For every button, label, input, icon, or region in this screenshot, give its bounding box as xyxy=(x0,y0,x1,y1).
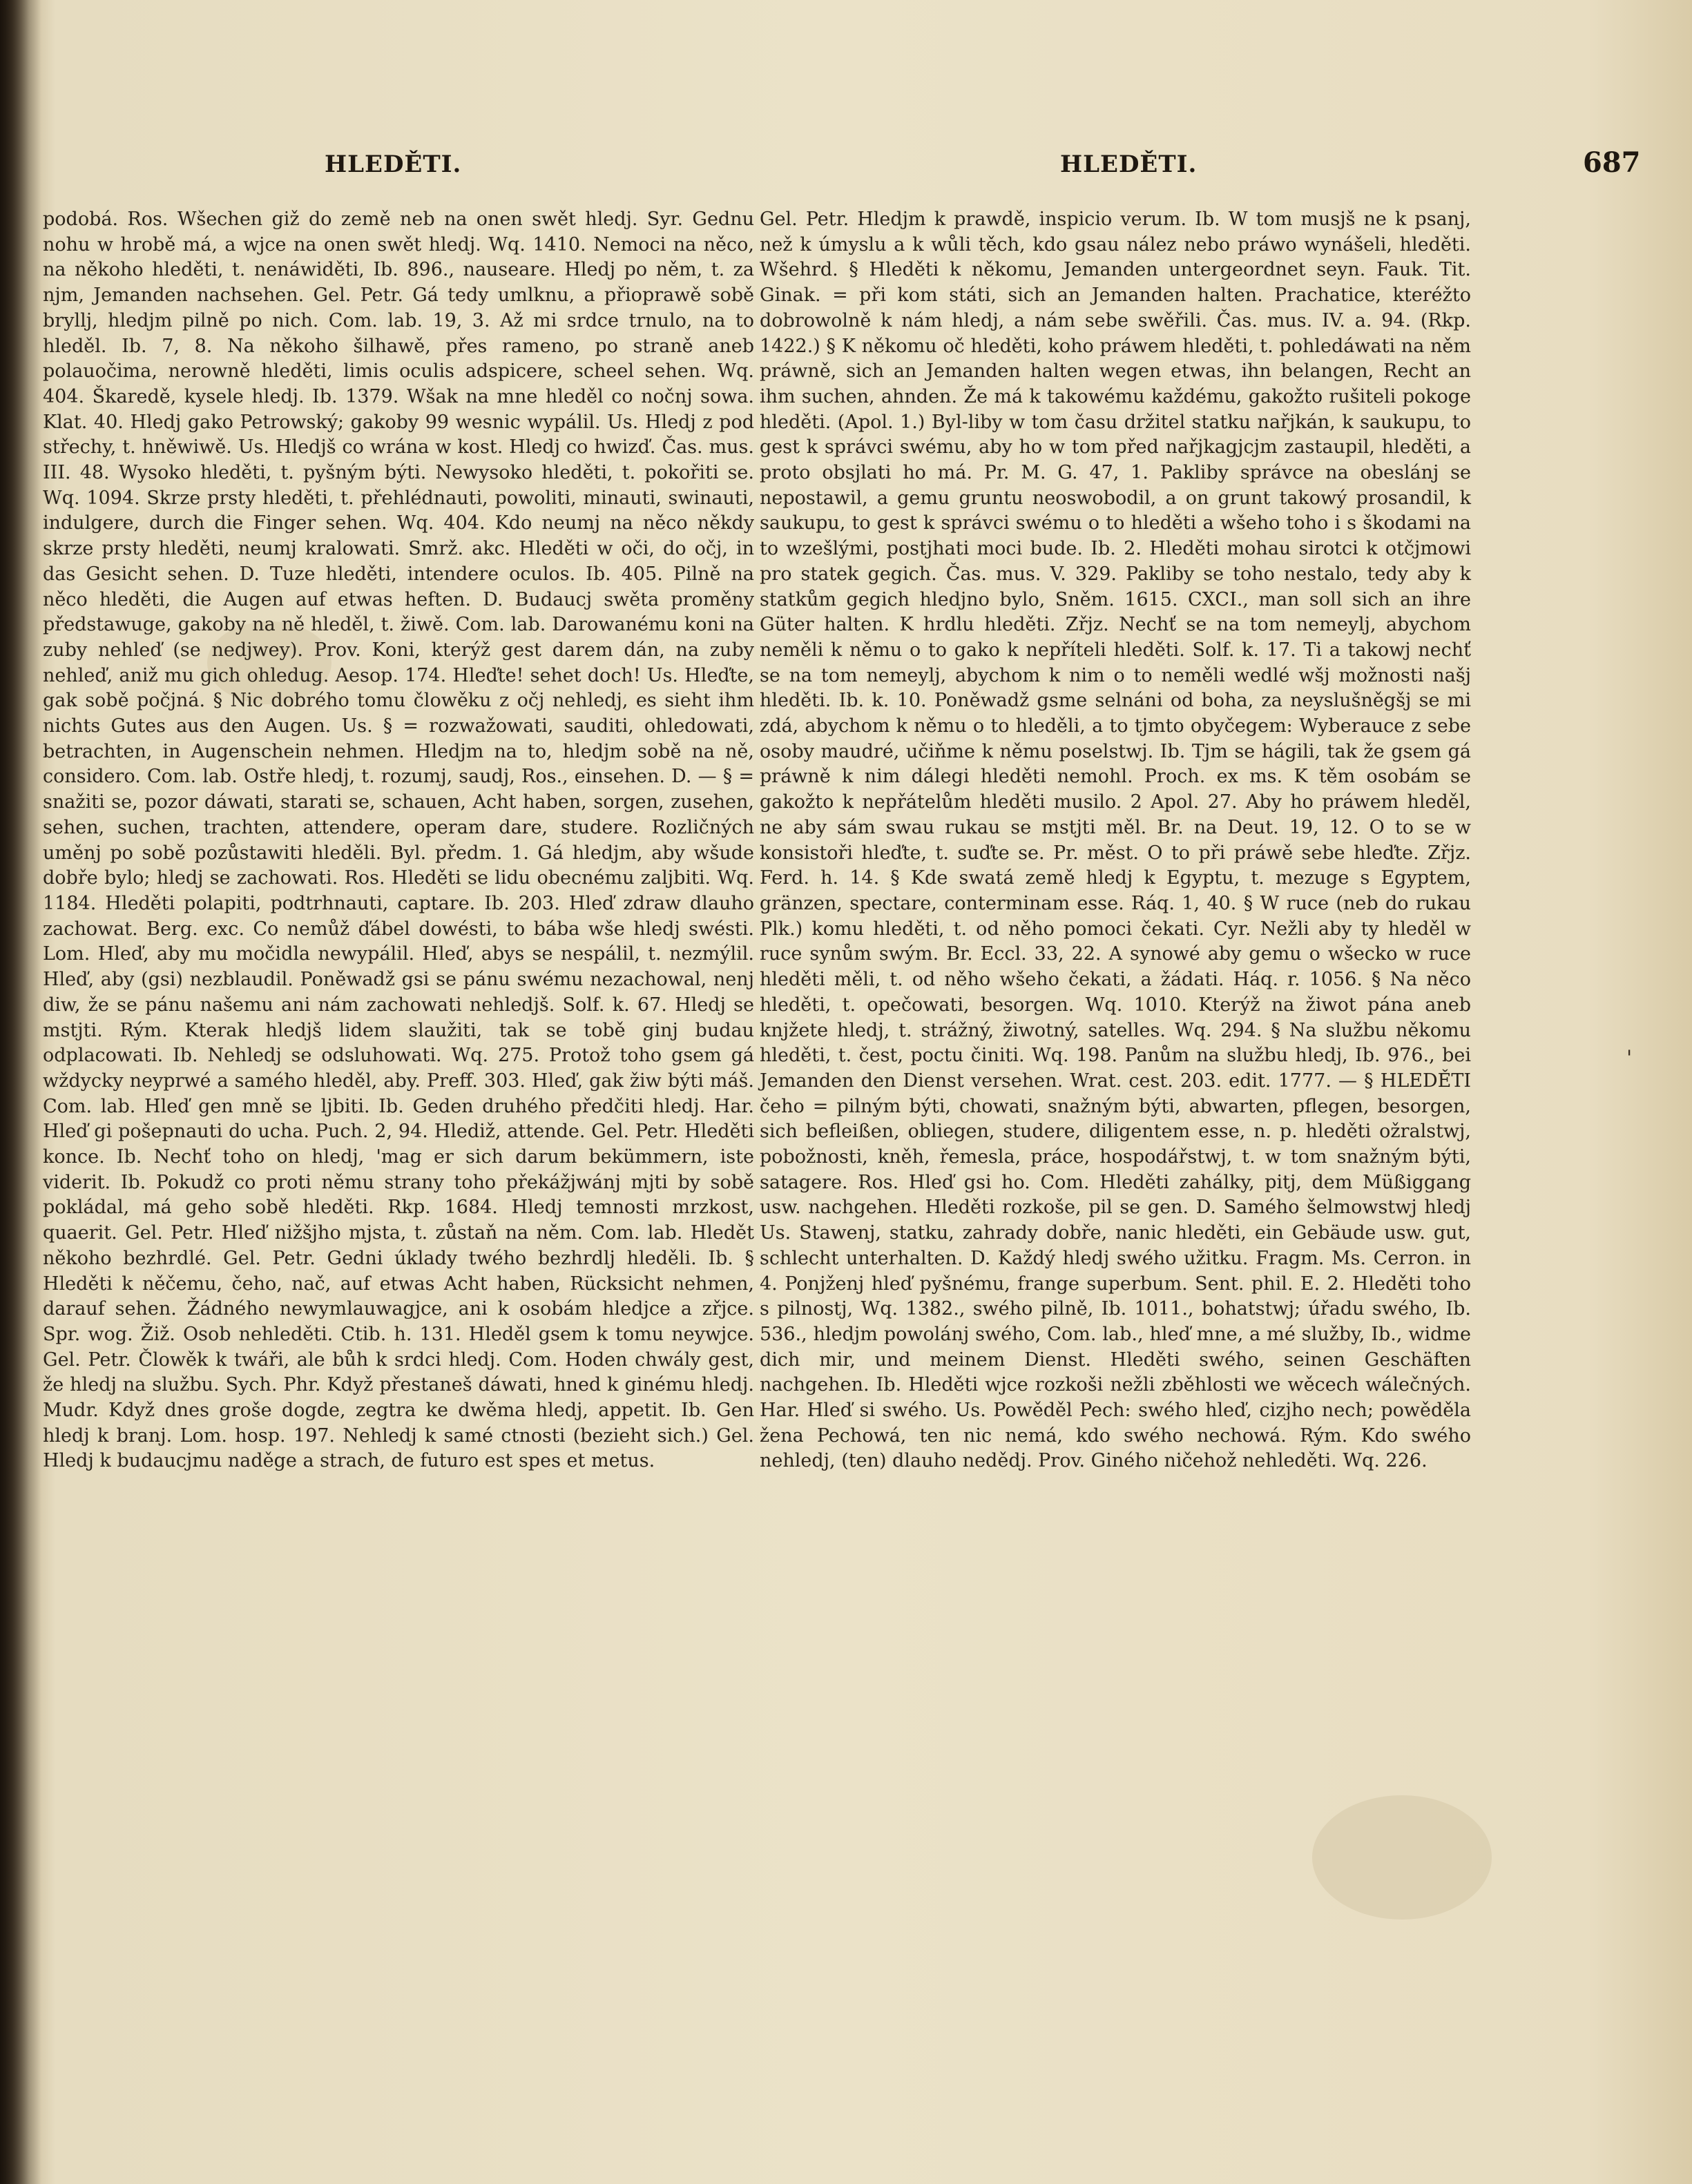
right-column xyxy=(760,207,1471,1474)
margin-mark: ' xyxy=(1626,1046,1633,1070)
page-number: 687 xyxy=(1583,146,1641,179)
running-head-right: HLEDĚTI. xyxy=(1060,151,1198,178)
running-head-left: HLEDĚTI. xyxy=(325,151,462,178)
paper-stain xyxy=(1312,1795,1492,1920)
dictionary-entry-text: podobá. Ros. Wšechen giž do země neb na onen swět hledj. Syr. Gednu nohu w hrobě má, a wjce na onen swět hledj. Wq. 1410. Nemoci na něco, na někoho hleděti, t. nenáwiděti, Ib. 896., nauseare. Hledj po něm, t. za njm, Jemanden nachsehen. Gel. Petr. Gá tedy umlknu, a přioprawě sobě bryllj, hledjm pilně po nich. Com. lab. 19, 3. Až mi srdce trnulo, na to hleděl. Ib. 7, 8. Na někoho šilhawě, přes rameno, po straně aneb polauočima, nerowně hleděti, limis oculis adspicere, scheel sehen. Wq. 404. Škaredě, kysele hledj. Ib. 1379. Wšak na mne hleděl co nočnj sowa. Klat. 40. Hledj gako Petrowský; gakoby 99 wesnic wypálil. Us. Hledj z pod střechy, t. hněwiwě. Us. Hledjš co wrána w kost. Hledj co hwizď. Čas. mus. III. 48. Wysoko hleděti, t. pyšným býti. Newysoko hleděti, t. pokořiti se. Wq. 1094. Skrze prsty hleděti, t. přehlédnauti, powoliti, minauti, swinauti, indulgere, durch die Finger sehen. Wq. 404. Kdo neumj na něco někdy skrze prsty hleděti, neumj kralowati. Smrž. akc. Hleděti w oči, do očj, in das Gesicht sehen. D. Tuze hleděti, intendere oculos. Ib. 405. Pilně na něco hleděti, die Augen auf etwas heften. D. Budaucj swěta proměny předstawuge, gakoby na ně hleděl, t. žiwě. Com. lab. Darowanému koni na zuby nehleď (se nedjwey). Prov. Koni, kterýž gest darem dán, na zuby nehleď, aniž mu gich ohledug. Aesop. 174. Hleďte! sehet doch! Us. Hleďte, gak sobě počjná. § Nic dobrého tomu člowěku z očj nehledj, es sieht ihm nichts Gutes aus den Augen. Us. § = rozwažowati, sauditi, ohledowati, betrachten, in Augenschein nehmen. Hledjm na to, hledjm sobě na ně, considero. Com. lab. Ostře hledj, t. rozumj, saudj, Ros., einsehen. D. — § = snažiti se, pozor dáwati, starati se, schauen, Acht haben, sorgen, zusehen, sehen, suchen, trachten, attendere, operam dare, studere. Rozličných uměnj po sobě pozůstawiti hleděli. Byl. předm. 1. Gá hledjm, aby wšude dobře bylo; hledj se zachowati. Ros. Hleděti se lidu obecnému zaljbiti. Wq. 1184. Hleděti polapiti, podtrhnauti, captare. Ib. 203. Hleď zdraw dlauho zachowat. Berg. exc. Co nemůž ďábel dowésti, to bába wše hledj swésti. Lom. Hleď, aby mu močidla newypálil. Hleď, abys se nespálil, t. nezmýlil. Hleď, aby (gsi) nezblaudil. Poněwadž gsi se pánu swému nezachowal, nenj diw, že se pánu našemu ani nám zachowati nehledjš. Solf. k. 67. Hledj se mstjti. Rým. Kterak hledjš lidem slaužiti, tak se tobě ginj budau odplacowati. Ib. Nehledj se odsluhowati. Wq. 275. Protož toho gsem gá wždycky neyprwé a samého hleděl, aby. Preff. 303. Hleď, gak žiw býti máš. Com. lab. Hleď gen mně se ljbiti. Ib. Geden druhého předčiti hledj. Har. Hleď gi pošepnauti do ucha. Puch. 2, 94. Hlediž, attende. Gel. Petr. Hleděti konce. Ib. Nechť toho on hledj, 'mag er sich darum bekümmern, iste viderit. Ib. Pokudž co proti němu strany toho překážjwánj mjti by sobě pokládal, má geho sobě hleděti. Rkp. 1684. Hledj temnosti mrzkost, quaerit. Gel. Petr. Hleď nižšjho mjsta, t. zůstaň na něm. Com. lab. Hledět někoho bezhrdlé. Gel. Petr. Gedni úklady twého bezhrdlj hleděli. Ib. § Hleděti k něčemu, čeho, nač, auf etwas Acht haben, Rücksicht nehmen, darauf sehen. Žádného newymlauwagjce, ani k osobám hledjce a zřjce. Spr. wog. Žiž. Osob nehleděti. Ctib. h. 131. Hleděl gsem k tomu neywjce. Gel. Petr. Člowěk k twáři, ale bůh k srdci hledj. Com. Hoden chwály gest, že hledj na službu. Sych. Phr. Když přestaneš dáwati, hned k ginému hledj. Mudr. Když dnes groše dogde, zegtra ke dwěma hledj, appetit. Ib. Gen hledj k branj. Lom. hosp. 197. Nehledj k samé ctnosti (bezieht sich.) Gel. Hledj k budaucjmu naděge a strach, de futuro est spes et metus. xyxy=(43,209,754,1472)
left-column xyxy=(43,207,754,1474)
dictionary-entry-text: Gel. Petr. Hledjm k prawdě, inspicio verum. Ib. W tom musjš ne k psanj, než k úmyslu a k wůli těch, kdo gsau nález nebo práwo wynášeli, hleděti. Wšehrd. § Hleděti k někomu, Jemanden untergeordnet seyn. Fauk. Tit. Ginak. = při kom státi, sich an Jemanden halten. Prachatice, kteréžto dobrowolně k nám hledj, a nám sebe swěřili. Čas. mus. IV. a. 94. (Rkp. 1422.) § K někomu oč hleděti, koho práwem hleděti, t. pohledáwati na něm práwně, sich an Jemanden halten wegen etwas, ihn belangen, Recht an ihm suchen, ahnden. Že má k takowému každému, gakožto rušiteli pokoge hleděti. (Apol. 1.) Byl-liby w tom času držitel statku nařjkán, k saukupu, to gest k správci swému, aby ho w tom před nařjkagjcjm zastaupil, hleděti, a proto obsjlati ho má. Pr. M. G. 47, 1. Pakliby správce na obeslánj se nepostawil, a gemu gruntu neoswobodil, a on grunt takowý prosandil, k saukupu, to gest k správci swému o to hleděti a wšeho toho i s škodami na to wzešlými, postjhati moci bude. Ib. 2. Hleděti mohau sirotci k otčjmowi pro statek gegich. Čas. mus. V. 329. Pakliby se toho nestalo, tedy aby k statkům gegich hledjno bylo, Sněm. 1615. CXCI., man soll sich an ihre Güter halten. K hrdlu hleděti. Zřjz. Nechť se na tom nemeylj, abychom neměli k němu o to gako k nepříteli hleděti. Solf. k. 17. Ti a takowj nechť se na tom nemeylj, abychom k nim o to neměli wedlé wšj možnosti našj hleděti. Ib. k. 10. Poněwadž gsme selnáni od boha, za neyslušněgšj se mi zdá, abychom k němu o to hleděli, a to tjmto obyčegem: Wyberauce z sebe osoby maudré, učiňme k němu poselstwj. Ib. Tjm se hágili, tak že gsem gá práwně k nim dálegi hleděti nemohl. Proch. ex ms. K těm osobám se gakožto k nepřátelům hleděti musilo. 2 Apol. 27. Aby ho práwem hleděl, ne aby sám swau rukau se mstjti měl. Br. na Deut. 19, 12. O to se w konsistoři hleďte, t. suďte se. Pr. měst. O to při práwě sebe hleďte. Zřjz. Ferd. h. 14. § Kde swatá země hledj k Egyptu, t. mezuge s Egyptem, gränzen, spectare, conterminam esse. Ráq. 1, 40. § W ruce (neb do rukau Plk.) komu hleděti, t. od něho pomoci čekati. Cyr. Nežli aby ty hleděl w ruce synům swým. Br. Eccl. 33, 22. A synowé aby gemu o wšecko w ruce hleděti měli, t. od něho wšeho čekati, a žádati. Háq. r. 1056. § Na něco hleděti, t. opečowati, besorgen. Wq. 1010. Kterýž na žiwot pána aneb knjžete hledj, t. strážný, žiwotný, satelles. Wq. 294. § Na službu někomu hleděti, t. čest, poctu činiti. Wq. 198. Panům na službu hledj, Ib. 976., bei Jemanden den Dienst versehen. Wrat. cest. 203. edit. 1777. — § HLEDĚTI čeho = pilným býti, chowati, snažným býti, abwarten, pflegen, besorgen, sich befleißen, obliegen, studere, diligentem esse, n. p. hleděti ožralstwj, pobožnosti, kněh, řemesla, práce, hospodářstwj, t. w tom snažným býti, satagere. Ros. Hleď gsi ho. Com. Hleděti zahálky, pitj, dem Müßiggang usw. nachgehen. Hleděti rozkoše, pil se gen. D. Samého šelmowstwj hledj Us. Stawenj, statku, zahrady dobře, nanic hleděti, ein Gebäude usw. gut, schlecht unterhalten. D. Každý hledj swého užitku. Fragm. Ms. Cerron. in 4. Ponjženj hleď pyšnému, frange superbum. Sent. phil. E. 2. Hleděti toho s pilnostj, Wq. 1382., swého pilně, Ib. 1011., bohatstwj; úřadu swého, Ib. 536., hledjm powolánj swého, Com. lab., hleď mne, a mé služby, Ib., widme dich mir, und meinem Dienst. Hleděti swého, seinen Geschäften nachgehen. Ib. Hleděti wjce rozkoši nežli zběhlosti we wěcech wálečných. Har. Hleď si swého. Us. Powěděl Pech: swého hleď, cizjho nech; powěděla žena Pechowá, ten nic nemá, kdo swého nechowá. Rým. Kdo swého nehledj, (ten) dlauho nedědj. Prov. Giného ničehož nehleděti. Wq. 226. xyxy=(760,209,1471,1472)
book-spine-shadow xyxy=(0,0,41,2184)
